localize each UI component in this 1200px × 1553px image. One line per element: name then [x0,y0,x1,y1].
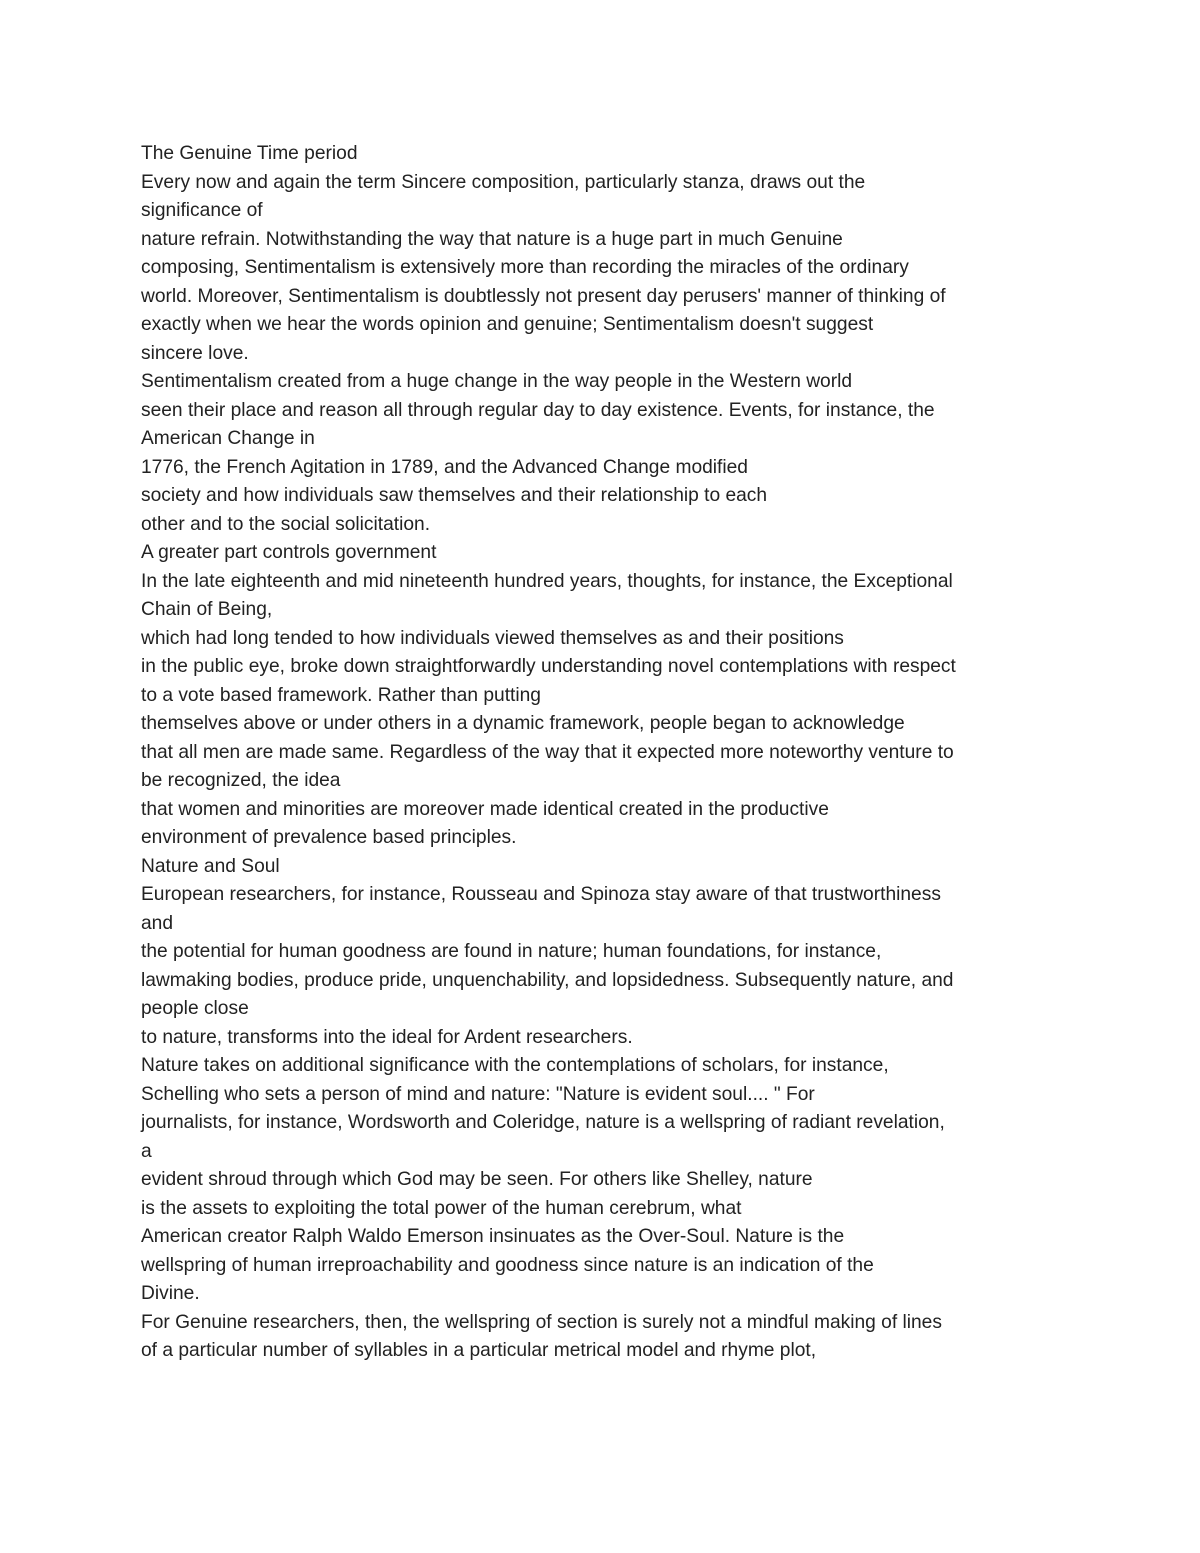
text-line: is the assets to exploiting the total power of the human cerebrum, what [141,1197,742,1219]
text-line: journalists, for instance, Wordsworth and Coleridge, nature is a wellspring of radiant revelation, [141,1112,945,1133]
text-line: Schelling who sets a person of mind and nature: "Nature is evident soul.... " For [141,1083,815,1105]
text-line: people close [141,998,249,1019]
text-line: a [141,1140,152,1162]
text-line: wellspring of human irreproachability and goodness since nature is an indication of the [141,1254,874,1276]
text-line: Divine. [141,1283,200,1304]
text-line: For Genuine researchers, then, the wellspring of section is surely not a mindful making of lines [141,1311,942,1333]
document-title: The Genuine Time period [141,143,358,164]
text-line: the potential for human goodness are found in nature; human foundations, for instance, [141,941,882,962]
text-line: 1776, the French Agitation in 1789, and the Advanced Change modified [141,456,748,478]
section-heading: A greater part controls government [141,542,437,563]
text-line: that all men are made same. Regardless of the way that it expected more noteworthy venture to [141,741,954,763]
text-line: composing, Sentimentalism is extensively more than recording the miracles of the ordinary [141,257,909,278]
text-line: American creator Ralph Waldo Emerson insinuates as the Over-Soul. Nature is the [141,1226,845,1247]
text-line: which had long tended to how individuals viewed themselves as and their positions [141,627,844,649]
text-line: Chain of Being, [141,599,273,620]
text-line: lawmaking bodies, produce pride, unquenchability, and lopsidedness. Subsequently nature, and [141,969,954,991]
text-line: to a vote based framework. Rather than putting [141,684,541,706]
text-line: in the public eye, broke down straightforwardly understanding novel contemplations with respect [141,656,956,677]
text-line: Sentimentalism created from a huge change in the way people in the Western world [141,371,853,392]
text-line: to nature, transforms into the ideal for Ardent researchers. [141,1026,633,1048]
text-line: world. Moreover, Sentimentalism is doubtlessly not present day perusers' manner of thinking of [141,285,946,307]
text-line: of a particular number of syllables in a particular metrical model and rhyme plot, [141,1340,817,1361]
text-line: and [141,912,174,934]
text-line: environment of prevalence based principles. [141,827,517,848]
text-line: nature refrain. Notwithstanding the way that nature is a huge part in much Genuine [141,228,843,250]
section-heading: Nature and Soul [141,855,280,877]
text-line: Every now and again the term Sincere composition, particularly stanza, draws out the [141,171,866,193]
text-line: other and to the social solicitation. [141,513,431,535]
text-line: European researchers, for instance, Rousseau and Spinoza stay aware of that trustworthiness [141,884,941,905]
text-line: exactly when we hear the words opinion and genuine; Sentimentalism doesn't suggest [141,314,874,335]
document-body [141,140,1071,1366]
text-line: that women and minorities are moreover made identical created in the productive [141,798,829,820]
text-line: American Change in [141,428,315,449]
text-line: seen their place and reason all through regular day to day existence. Events, for instance, the [141,399,935,421]
text-line: sincere love. [141,342,249,364]
text-line: be recognized, the idea [141,770,341,791]
text-line: evident shroud through which God may be seen. For others like Shelley, nature [141,1169,813,1190]
text-line: In the late eighteenth and mid nineteenth hundred years, thoughts, for instance, the Exceptional [141,570,953,592]
text-line: society and how individuals saw themselves and their relationship to each [141,485,768,506]
text-line: Nature takes on additional significance with the contemplations of scholars, for instance, [141,1055,889,1076]
text-line: themselves above or under others in a dynamic framework, people began to acknowledge [141,713,905,734]
text-line: significance of [141,200,263,221]
